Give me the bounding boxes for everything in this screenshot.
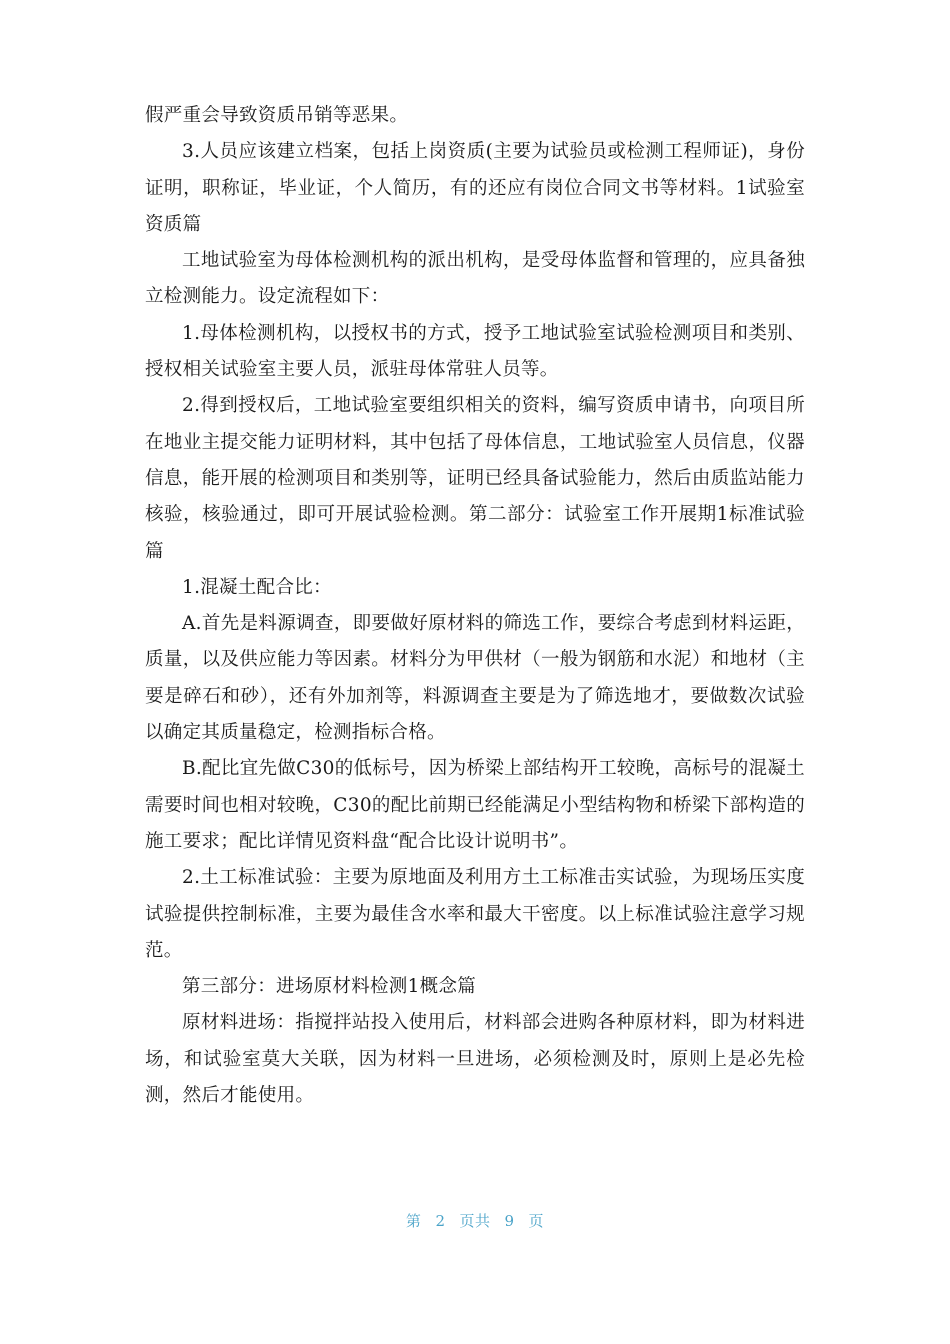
page-footer xyxy=(0,1210,950,1231)
footer-current-page: 2 xyxy=(435,1212,446,1230)
paragraph: 工地试验室为母体检测机构的派出机构，是受母体监督和管理的，应具备独立检测能力。设定流程如下： xyxy=(145,250,805,308)
paragraph: 第三部分：进场原材料检测1概念篇 xyxy=(182,976,477,998)
paragraph: A.首先是料源调查，即要做好原材料的筛选工作，要综合考虑到材料运距，质量，以及供应能力等因素。材料分为甲供材（一般为钢筋和水泥）和地材（主要是碎石和砂），还有外加剂等，料源调查主要是为了筛选地才，要做数次试验以确定其质量稳定，检测指标合格。 xyxy=(145,613,805,744)
document-body xyxy=(145,98,805,1114)
paragraph: B.配比宜先做C30的低标号，因为桥梁上部结构开工较晚，高标号的混凝土需要时间也相对较晚，C30的配比前期已经能满足小型结构物和桥梁下部构造的施工要求；配比详情见资料盘“配合比设计说明书”。 xyxy=(145,758,805,852)
footer-suffix: 页 xyxy=(528,1212,545,1230)
paragraph: 2.土工标准试验：主要为原地面及利用方土工标准击实试验，为现场压实度试验提供控制标准，主要为最佳含水率和最大干密度。以上标准试验注意学习规范。 xyxy=(145,867,805,961)
paragraph: 3.人员应该建立档案，包括上岗资质(主要为试验员或检测工程师证)，身份证明，职称证，毕业证，个人简历，有的还应有岗位合同文书等材料。1试验室资质篇 xyxy=(145,141,805,235)
paragraph: 1.母体检测机构，以授权书的方式，授予工地试验室试验检测项目和类别、授权相关试验室主要人员，派驻母体常驻人员等。 xyxy=(145,322,805,381)
footer-middle: 页共 xyxy=(459,1212,491,1230)
footer-prefix: 第 xyxy=(405,1212,422,1230)
footer-total-pages: 9 xyxy=(504,1212,515,1230)
paragraph: 原材料进场：指搅拌站投入使用后，材料部会进购各种原材料，即为材料进场，和试验室莫大关联，因为材料一旦进场，必须检测及时，原则上是必先检测，然后才能使用。 xyxy=(145,1012,805,1107)
paragraph: 假严重会导致资质吊销等恶果。 xyxy=(145,105,409,126)
paragraph: 2.得到授权后，工地试验室要组织相关的资料，编写资质申请书，向项目所在地业主提交能力证明材料，其中包括了母体信息，工地试验室人员信息，仪器信息，能开展的检测项目和类别等，证明已经具备试验能力，然后由质监站能力核验，核验通过，即可开展试验检测。第二部分：试验室工作开展期1标准试验篇 xyxy=(145,395,805,562)
paragraph: 1.混凝土配合比： xyxy=(182,576,332,598)
